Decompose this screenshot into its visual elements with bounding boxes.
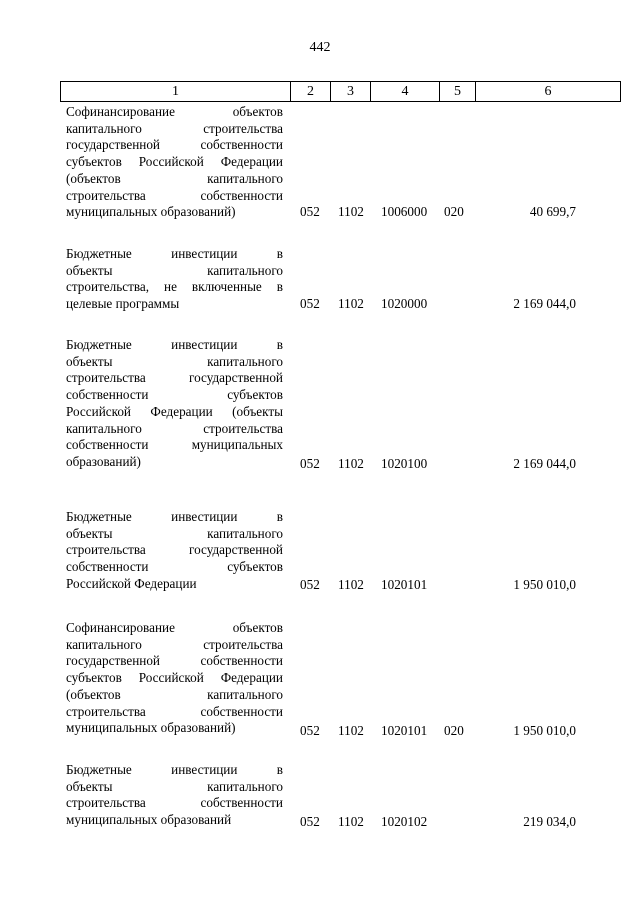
description-line: собственности муниципальных: [66, 437, 283, 453]
description-line: Софинансирование объектов: [66, 620, 283, 635]
target-code: 1006000: [381, 204, 428, 219]
row-description: [66, 762, 283, 829]
row-description: [66, 246, 283, 313]
column-header-4: 4: [371, 82, 440, 102]
description-line: государственной собственности: [66, 137, 283, 153]
description-line: (объектов капитального: [66, 170, 283, 186]
description-line: Российской Федерации (объекты: [66, 403, 283, 419]
description-line: муниципальных образований): [66, 204, 236, 220]
expense-type-code: 020: [444, 723, 464, 738]
description-line: строительства государственной: [66, 370, 283, 386]
section-code: 1102: [338, 296, 364, 311]
target-code: 1020101: [381, 577, 428, 592]
description-line: объекты капитального: [66, 262, 283, 278]
description-line: Бюджетные инвестиции в: [66, 337, 283, 352]
amount-value: 2 169 044,0: [513, 296, 576, 311]
section-code: 1102: [338, 577, 364, 592]
description-line: капитального строительства: [66, 420, 283, 436]
target-code: 1020102: [381, 814, 428, 829]
description-line: Софинансирование объектов: [66, 104, 283, 119]
description-line: муниципальных образований): [66, 720, 236, 736]
amount-value: 1 950 010,0: [513, 723, 576, 738]
section-code: 1102: [338, 723, 364, 738]
section-code: 1102: [338, 204, 364, 219]
row-description: [66, 509, 283, 593]
description-line: субъектов Российской Федерации: [66, 670, 283, 686]
ministry-code: 052: [300, 456, 320, 471]
description-line: капитального строительства: [66, 636, 283, 652]
section-code: 1102: [338, 814, 364, 829]
description-line: субъектов Российской Федерации: [66, 154, 283, 170]
column-header-1: 1: [61, 82, 291, 102]
description-line: Бюджетные инвестиции в: [66, 762, 283, 777]
description-line: строительства собственности: [66, 795, 283, 811]
section-code: 1102: [338, 456, 364, 471]
description-line: целевые программы: [66, 296, 180, 312]
row-description: [66, 337, 283, 471]
column-header-row: [61, 82, 621, 102]
ministry-code: 052: [300, 204, 320, 219]
row-description: [66, 104, 283, 221]
description-line: (объектов капитального: [66, 686, 283, 702]
description-line: Бюджетные инвестиции в: [66, 509, 283, 524]
description-line: муниципальных образований: [66, 812, 232, 828]
target-code: 1020000: [381, 296, 428, 311]
column-header-3: 3: [331, 82, 371, 102]
description-line: собственности субъектов: [66, 387, 283, 403]
description-line: строительства собственности: [66, 187, 283, 203]
description-line: строительства, не включенные в: [66, 279, 283, 295]
column-header-6: 6: [476, 82, 621, 102]
description-line: Бюджетные инвестиции в: [66, 246, 283, 261]
amount-value: 1 950 010,0: [513, 577, 576, 592]
description-line: собственности субъектов: [66, 559, 283, 575]
row-description: [66, 620, 283, 737]
column-header-5: 5: [440, 82, 476, 102]
column-header-2: 2: [291, 82, 331, 102]
amount-value: 219 034,0: [523, 814, 576, 829]
ministry-code: 052: [300, 814, 320, 829]
amount-value: 2 169 044,0: [513, 456, 576, 471]
column-header-table: [60, 81, 621, 102]
description-line: образований): [66, 453, 141, 469]
amount-value: 40 699,7: [529, 204, 576, 219]
page-number: 442: [309, 40, 331, 55]
expense-type-code: 020: [444, 204, 464, 219]
ministry-code: 052: [300, 723, 320, 738]
target-code: 1020100: [381, 456, 428, 471]
description-line: государственной собственности: [66, 653, 283, 669]
description-line: Российской Федерации: [66, 575, 197, 591]
description-line: строительства собственности: [66, 703, 283, 719]
target-code: 1020101: [381, 723, 428, 738]
description-line: капитального строительства: [66, 120, 283, 136]
description-line: объекты капитального: [66, 525, 283, 541]
description-line: строительства государственной: [66, 542, 283, 558]
description-line: объекты капитального: [66, 778, 283, 794]
ministry-code: 052: [300, 296, 320, 311]
description-line: объекты капитального: [66, 353, 283, 369]
ministry-code: 052: [300, 577, 320, 592]
